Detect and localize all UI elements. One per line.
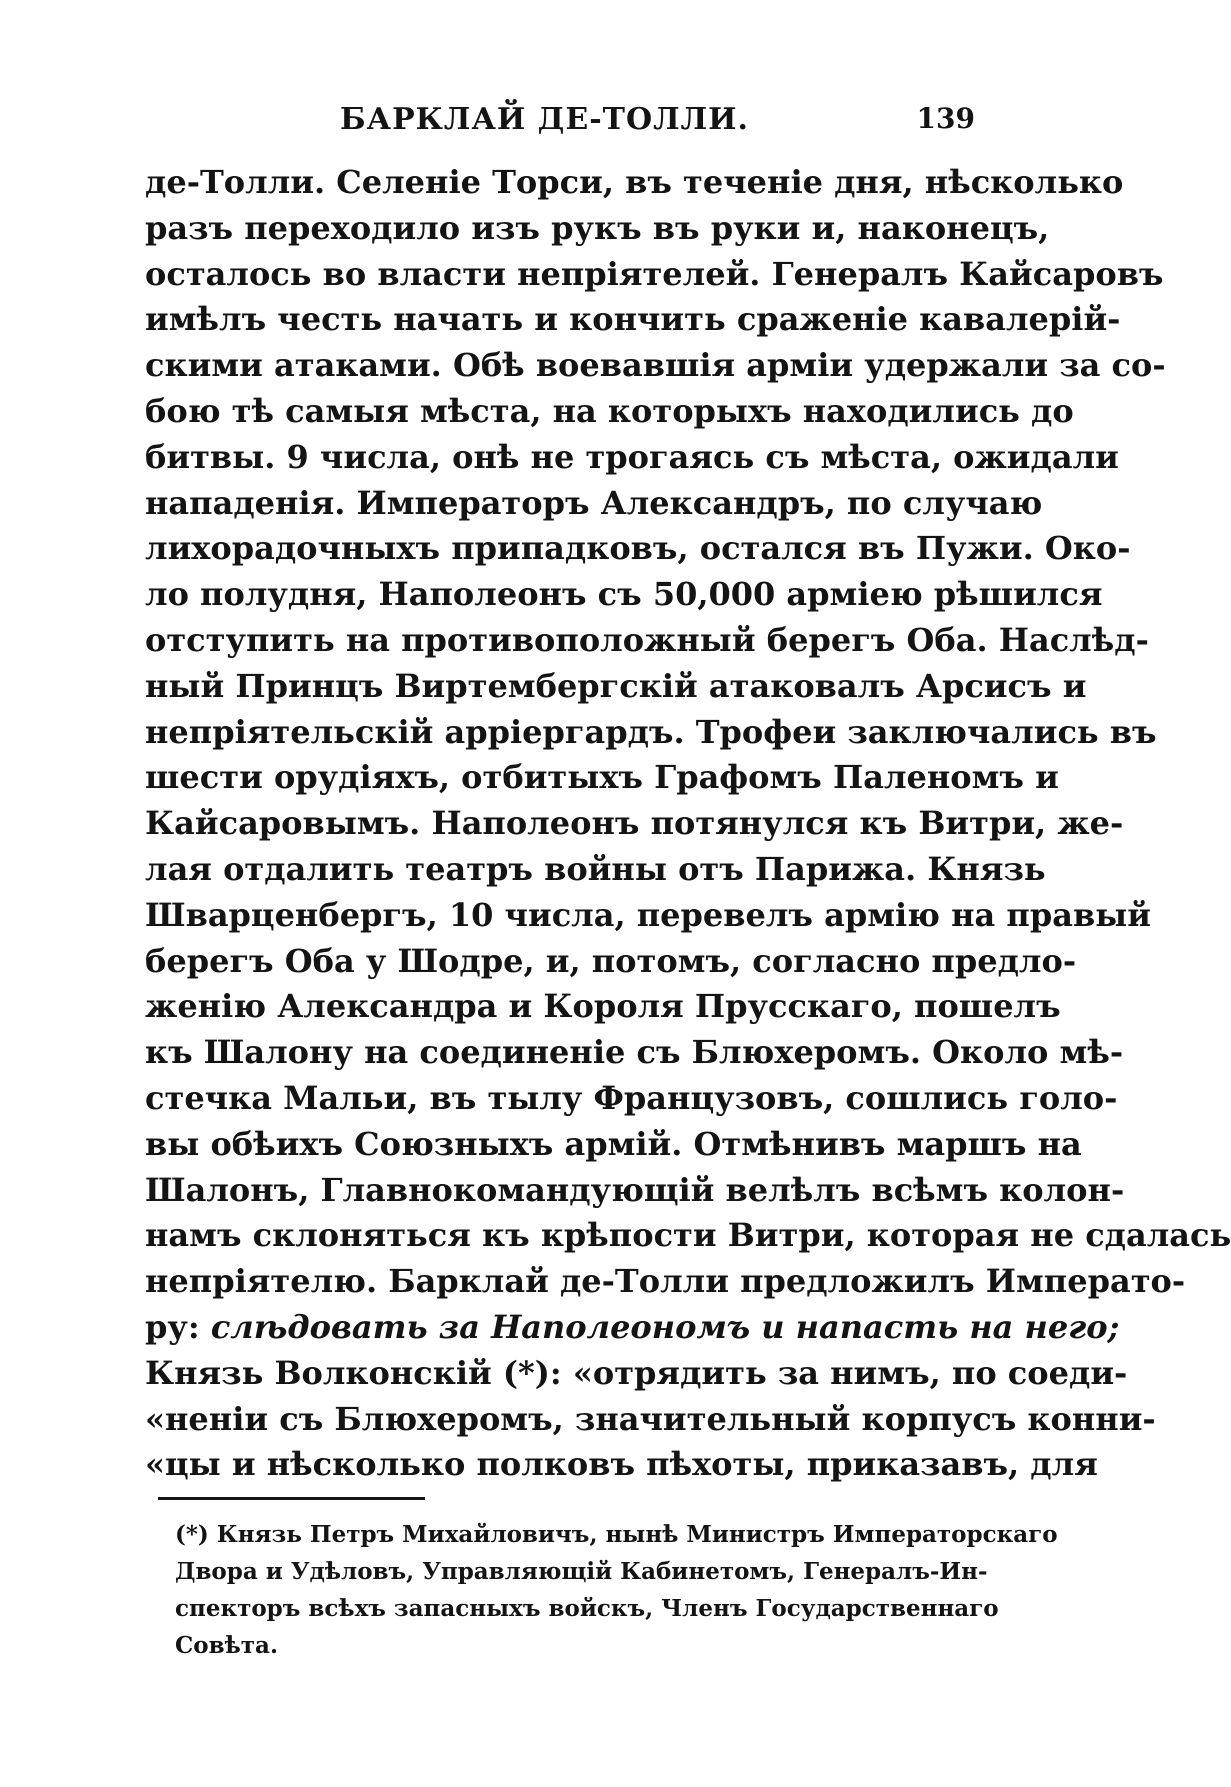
page-number: 139 [916,102,975,135]
text-line: «неніи съ Блюхеромъ, значительный корпусъ конни- [145,1399,1156,1438]
text-line: вы обѣихъ Союзныхъ армій. Отмѣнивъ маршъ на [145,1124,1082,1163]
text-line: скими атаками. Обѣ воевавшія арміи удержали за со- [145,346,1166,385]
text-line: ный Принцъ Виртембергскій атаковалъ Арсисъ и [145,666,1087,705]
text-line: разъ переходило изъ рукъ въ руки и, наконецъ, [145,208,1050,247]
footnote-line: Двора и Удѣловъ, Управляющій Кабинетомъ, Генералъ-Ин- [175,1558,988,1585]
text-segment: ру: [145,1307,211,1346]
footnote [175,1516,1058,1664]
text-line: женію Александра и Короля Прусскаго, пошелъ [145,987,1061,1026]
text-line: битвы. 9 числа, онѣ не трогаясь съ мѣста, ожидали [145,437,1119,476]
text-line: нападенія. Императоръ Александръ, по случаю [145,483,1043,522]
text-line: Шварценбергъ, 10 числа, перевелъ армію на правый [145,895,1151,934]
italic-quote: слѣдовать за Наполеономъ и напасть на него; [210,1307,1120,1346]
text-line: стечка Мальи, въ тылу Французовъ, сошлись голо- [145,1078,1118,1117]
text-line: къ Шалону на соединеніе съ Блюхеромъ. Около мѣ- [145,1033,1124,1072]
text-line: Кайсаровымъ. Наполеонъ потянулся къ Витри, же- [145,804,1124,843]
text-line-with-italic [145,1305,1120,1351]
footnote-rule [158,1497,425,1500]
text-line: осталось во власти непріятелей. Генералъ Кайсаровъ [145,254,1164,293]
page-header [150,96,1000,146]
text-line: де-Толли. Селеніе Торси, въ теченіе дня, нѣсколько [145,163,1124,201]
text-line: намъ склоняться къ крѣпости Витри, которая не сдалась [145,1216,1231,1255]
footnote-line: Совѣта. [175,1632,278,1659]
footnote-line: (*) Князь Петръ Михайловичъ, нынѣ Министръ Императорскаго [175,1521,1058,1548]
text-line: имѣлъ честь начать и кончить сраженіе кавалерій- [145,300,1121,339]
text-line: бою тѣ самыя мѣста, на которыхъ находились до [145,391,1074,430]
text-line: непріятельскій арріергардъ. Трофеи заключались въ [145,712,1157,751]
text-line: лая отдалить театръ войны отъ Парижа. Князь [145,849,1046,888]
text-line: отступить на противоположный берегъ Оба. Наслѣд- [145,620,1149,659]
text-line: лихорадочныхъ припадковъ, остался въ Пужи. Око- [145,529,1131,568]
text-line: «цы и нѣсколько полковъ пѣхоты, приказавъ, для [145,1445,1098,1484]
body-text [145,160,1231,1488]
footnote-line: спекторъ всѣхъ запасныхъ войскъ, Членъ Государственнаго [175,1595,999,1622]
text-line: ло полудня, Наполеонъ съ 50,000 арміею рѣшился [145,575,1103,614]
text-line: Шалонъ, Главнокомандующій велѣлъ всѣмъ колон- [145,1170,1125,1209]
text-line: Князь Волконскій (*): «отрядить за нимъ, по соеди- [145,1353,1128,1392]
text-line: берегъ Оба у Шодре, и, потомъ, согласно предло- [145,941,1077,980]
running-head: БАРКЛАЙ ДЕ-ТОЛЛИ. [340,102,749,137]
text-line: шести орудіяхъ, отбитыхъ Графомъ Паленомъ и [145,758,1059,797]
text-line: непріятелю. Барклай де-Толли предложилъ Императо- [145,1262,1186,1301]
